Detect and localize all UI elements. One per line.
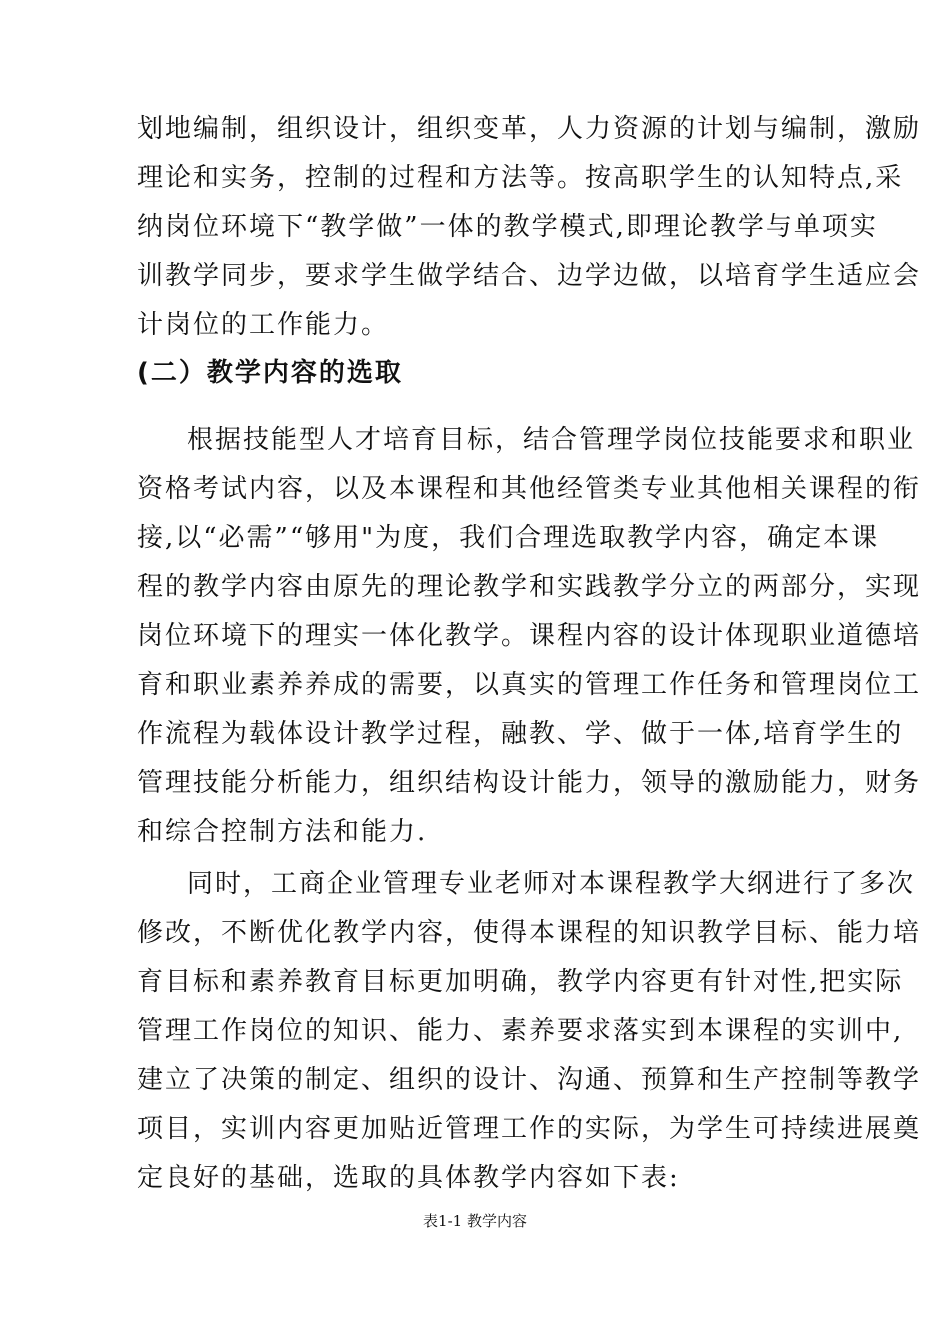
text-line: 管理工作岗位的知识、能力、素养要求落实到本课程的实训中,: [137, 1016, 904, 1046]
text-line: 管理技能分析能力，组织结构设计能力，领导的激励能力，财务: [137, 768, 922, 798]
text-line: 修改，不断优化教学内容，使得本课程的知识教学目标、能力培: [137, 918, 922, 948]
text-line: 根据技能型人才培育目标，结合管理学岗位技能要求和职业: [187, 425, 916, 455]
text-line: 岗位环境下的理实一体化教学。课程内容的设计体现职业道德培: [137, 621, 922, 651]
text-line: 计岗位的工作能力。: [137, 310, 390, 340]
text-line: 项目，实训内容更加贴近管理工作的实际，为学生可持续进展奠: [137, 1114, 922, 1144]
text-line: 定良好的基础，选取的具体教学内容如下表:: [137, 1163, 680, 1193]
text-line: 程的教学内容由原先的理论教学和实践教学分立的两部分，实现: [137, 572, 922, 602]
text-line: 作流程为载体设计教学过程，融教、学、做于一体,培育学生的: [137, 719, 904, 749]
text-line: 和综合控制方法和能力.: [137, 817, 428, 847]
section-heading: (二）教学内容的选取: [137, 358, 403, 388]
text-line: 育目标和素养教育目标更加明确，教学内容更有针对性,把实际: [137, 967, 904, 997]
table-caption: 表1-1 教学内容: [423, 1212, 527, 1230]
text-line: 训教学同步，要求学生做学结合、边学边做，以培育学生适应会: [137, 261, 922, 291]
text-line: 接,以“必需”“够用"为度，我们合理选取教学内容，确定本课: [137, 523, 880, 553]
text-line: 育和职业素养养成的需要，以真实的管理工作任务和管理岗位工: [137, 670, 922, 700]
text-line: 资格考试内容，以及本课程和其他经管类专业其他相关课程的衔: [137, 474, 922, 504]
text-line: 理论和实务，控制的过程和方法等。按高职学生的认知特点,采: [137, 163, 904, 193]
text-line: 建立了决策的制定、组织的设计、沟通、预算和生产控制等教学: [137, 1065, 922, 1095]
text-line: 划地编制，组织设计，组织变革，人力资源的计划与编制，激励: [137, 114, 922, 144]
text-line: 纳岗位环境下“教学做”一体的教学模式,即理论教学与单项实: [137, 212, 878, 242]
text-line: 同时，工商企业管理专业老师对本课程教学大纲进行了多次: [187, 869, 916, 899]
